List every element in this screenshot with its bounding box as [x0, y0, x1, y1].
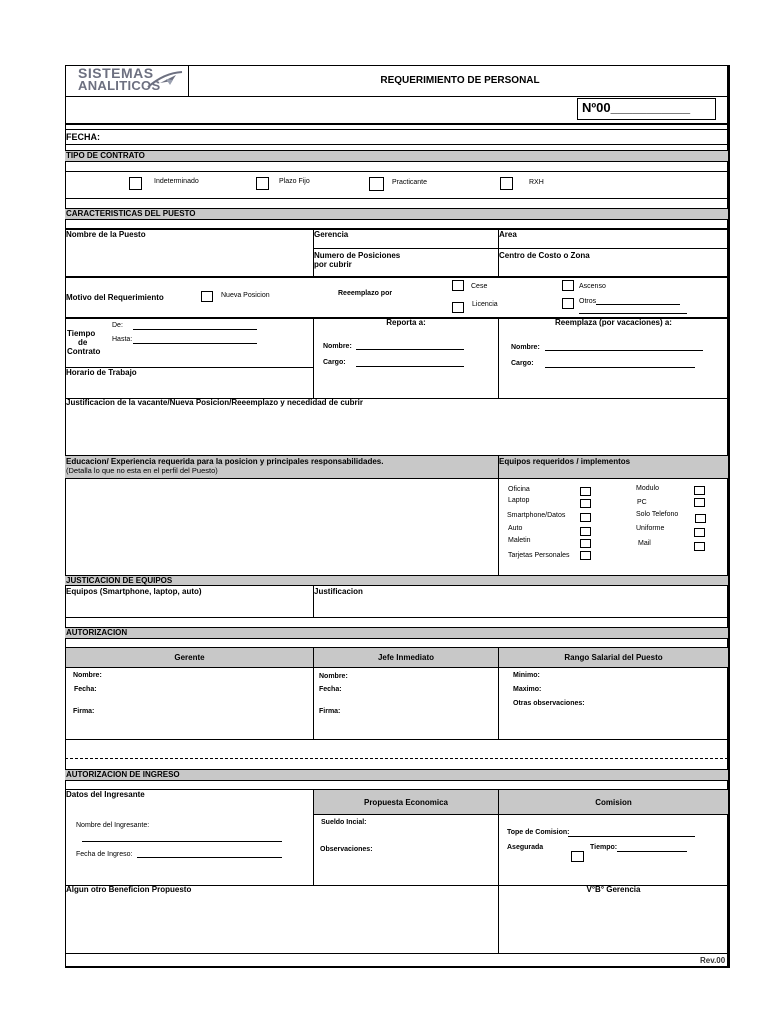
- datos-ingresante-label: Datos del Ingresante: [66, 790, 145, 799]
- area-label: Area: [499, 230, 517, 239]
- plazo-fijo-label: Plazo Fijo: [279, 178, 310, 185]
- autorizacion-header: AUTORIZACION: [66, 628, 128, 637]
- tiempo-label-3: Contrato: [67, 347, 101, 356]
- equipo-modulo-label: Modulo: [636, 485, 659, 492]
- nombre-ingresante-label: Nombre del Ingresante:: [76, 822, 150, 829]
- otros-checkbox[interactable]: [562, 298, 574, 309]
- otros-label: [579, 297, 680, 305]
- equipo-smartphone-label: Smartphone/Datos: [507, 512, 566, 519]
- indeterminado-label: Indeterminado: [154, 178, 199, 185]
- hasta-line[interactable]: [133, 343, 257, 344]
- equipo-oficina-checkbox[interactable]: [580, 487, 591, 496]
- otros-line-2[interactable]: [579, 313, 687, 314]
- equipo-mail-checkbox[interactable]: [694, 542, 705, 551]
- propuesta-header: Propuesta Economica: [363, 798, 449, 807]
- equipo-pc-checkbox[interactable]: [694, 498, 705, 507]
- educacion-label-2: (Detalla lo que no esta en el perfil del Puesto): [66, 466, 218, 475]
- licencia-checkbox[interactable]: [452, 302, 464, 313]
- otras-observaciones-label: Otras observaciones:: [513, 700, 585, 707]
- nueva-posicion-checkbox[interactable]: [201, 291, 213, 302]
- asegurada-checkbox[interactable]: [571, 851, 584, 862]
- reporta-nombre-line[interactable]: [356, 349, 464, 350]
- tope-comision-line[interactable]: [568, 836, 695, 837]
- equipo-tarjetas-checkbox[interactable]: [580, 551, 591, 560]
- airplane-icon: [146, 69, 184, 91]
- observaciones-label: Observaciones:: [320, 846, 373, 853]
- equipo-mail-label: Mail: [638, 540, 651, 547]
- fecha-ingreso-label: Fecha de Ingreso:: [76, 851, 133, 858]
- logo-text-1: SISTEMAS: [78, 65, 154, 81]
- ascenso-label: Ascenso: [579, 283, 606, 290]
- justificacion-label: Justificacion: [314, 587, 363, 596]
- equipo-tarjetas-label: Tarjetas Personales: [508, 552, 570, 559]
- tipo-contrato-header: TIPO DE CONTRATO: [66, 151, 145, 160]
- otros-text: Otros: [579, 298, 597, 305]
- justificacion-vacante-label: Justificacion de la vacante/Nueva Posicion/Reeemplazo y necedidad de cubrir: [66, 398, 363, 407]
- gerente-fecha-label: Fecha:: [74, 686, 97, 693]
- tiempo-label-2: de: [78, 338, 88, 347]
- equipo-oficina-label: Oficina: [508, 486, 530, 493]
- tope-comision-label: Tope de Comision:: [507, 829, 570, 836]
- tiempo-comision-label: Tiempo:: [590, 844, 618, 851]
- reemplaza-cargo-label: Cargo:: [511, 360, 534, 367]
- cese-label: Cese: [471, 283, 488, 290]
- equipo-laptop-checkbox[interactable]: [580, 499, 591, 508]
- ascenso-checkbox[interactable]: [562, 280, 574, 291]
- jefe-nombre-label: Nombre:: [319, 673, 348, 680]
- form-frame: [65, 65, 728, 967]
- vb-gerencia-label: V°B° Gerencia: [586, 885, 641, 894]
- equipo-uniforme-label: Uniforme: [636, 525, 665, 532]
- logo-text-2: ANALITICOS: [78, 78, 161, 93]
- reemplaza-cargo-line[interactable]: [545, 367, 695, 368]
- jefe-fecha-label: Fecha:: [319, 686, 342, 693]
- reemplaza-nombre-label: Nombre:: [511, 344, 540, 351]
- equipo-solo-telefono-label: Solo Telefono: [636, 511, 679, 518]
- reporta-nombre-label: Nombre:: [323, 343, 352, 350]
- nombre-puesto-label: Nombre de la Puesto: [66, 230, 146, 239]
- cese-checkbox[interactable]: [452, 280, 464, 291]
- maximo-label: Maximo:: [513, 686, 542, 693]
- de-line[interactable]: [133, 329, 257, 330]
- reemplaza-nombre-line[interactable]: [545, 350, 703, 351]
- numero-posiciones-label-1: Numero de Posiciones: [314, 251, 401, 260]
- equipo-solo-telefono-checkbox[interactable]: [695, 514, 706, 523]
- equipo-smartphone-checkbox[interactable]: [580, 513, 591, 522]
- indeterminado-checkbox[interactable]: [129, 177, 142, 190]
- gerencia-label: Gerencia: [314, 230, 349, 239]
- numero-posiciones-label-2: por cubrir: [314, 260, 352, 269]
- gerente-firma-label: Firma:: [73, 708, 95, 715]
- page-title: REQUERIMIENTO DE PERSONAL: [380, 75, 540, 86]
- equipo-auto-label: Auto: [508, 525, 523, 532]
- beneficio-label: Algun otro Beneficion Propuesto: [66, 885, 192, 894]
- equipos-requeridos-label: Equipos requeridos / implementos: [499, 457, 631, 466]
- equipo-maletin-label: Maletin: [508, 537, 531, 544]
- reporta-a-label: Reporta a:: [386, 318, 426, 327]
- equipo-pc-label: PC: [637, 499, 647, 506]
- reporta-cargo-line[interactable]: [356, 366, 464, 367]
- educacion-label-1: Educacion/ Experiencia requerida para la posicion y principales responsabilidades.: [66, 457, 384, 466]
- tiempo-label-1: Tiempo: [67, 329, 96, 338]
- sueldo-label: Sueldo Incial:: [321, 819, 367, 826]
- motivo-label: Motivo del Requerimiento: [66, 293, 164, 302]
- logo: [70, 67, 188, 95]
- hasta-label: Hasta:: [112, 336, 133, 343]
- equipo-maletin-checkbox[interactable]: [580, 539, 591, 548]
- nueva-posicion-label: Nueva Posicion: [221, 292, 270, 299]
- rxh-label: RXH: [529, 179, 544, 186]
- equipo-modulo-checkbox[interactable]: [694, 486, 705, 495]
- nombre-ingresante-line[interactable]: [82, 841, 282, 842]
- de-label: De:: [112, 322, 123, 329]
- centro-costo-label: Centro de Costo o Zona: [499, 251, 590, 260]
- plazo-fijo-checkbox[interactable]: [256, 177, 269, 190]
- dashed-separator: [65, 758, 728, 759]
- ingreso-header: AUTORIZACION DE INGRESO: [66, 770, 180, 779]
- fecha-label: FECHA:: [66, 132, 100, 142]
- jefe-header: Jefe Inmediato: [377, 653, 434, 662]
- licencia-label: Licencia: [472, 301, 498, 308]
- reemplazo-por-label: Reeemplazo por: [338, 290, 393, 297]
- justicacion-equipos-header: JUSTICACION DE EQUIPOS: [66, 576, 173, 585]
- fecha-ingreso-line[interactable]: [137, 857, 282, 858]
- equipo-laptop-label: Laptop: [508, 497, 530, 504]
- practicante-checkbox[interactable]: [369, 177, 384, 191]
- otros-line-1[interactable]: [596, 297, 680, 305]
- asegurada-label: Asegurada: [507, 844, 544, 851]
- reporta-cargo-label: Cargo:: [323, 359, 346, 366]
- equipo-uniforme-checkbox[interactable]: [694, 528, 705, 537]
- horario-label: Horario de Trabajo: [66, 368, 137, 377]
- caracteristicas-header: CARACTERISTICAS DEL PUESTO: [66, 209, 196, 218]
- jefe-firma-label: Firma:: [319, 708, 341, 715]
- gerente-header: Gerente: [174, 653, 205, 662]
- equipo-auto-checkbox[interactable]: [580, 527, 591, 536]
- rxh-checkbox[interactable]: [500, 177, 513, 190]
- tiempo-comision-line[interactable]: [617, 851, 687, 852]
- comision-header: Comision: [595, 798, 632, 807]
- rango-header: Rango Salarial del Puesto: [564, 653, 663, 662]
- document-number: Nº00___________: [582, 100, 691, 115]
- equipos-label: Equipos (Smartphone, laptop, auto): [66, 587, 202, 596]
- minimo-label: Minimo:: [513, 672, 540, 679]
- practicante-label: Practicante: [392, 179, 428, 186]
- reemplaza-label: Reemplaza (por vacaciones) a:: [555, 318, 672, 327]
- gerente-nombre-label: Nombre:: [73, 672, 102, 679]
- revision-label: Rev.00: [700, 956, 726, 965]
